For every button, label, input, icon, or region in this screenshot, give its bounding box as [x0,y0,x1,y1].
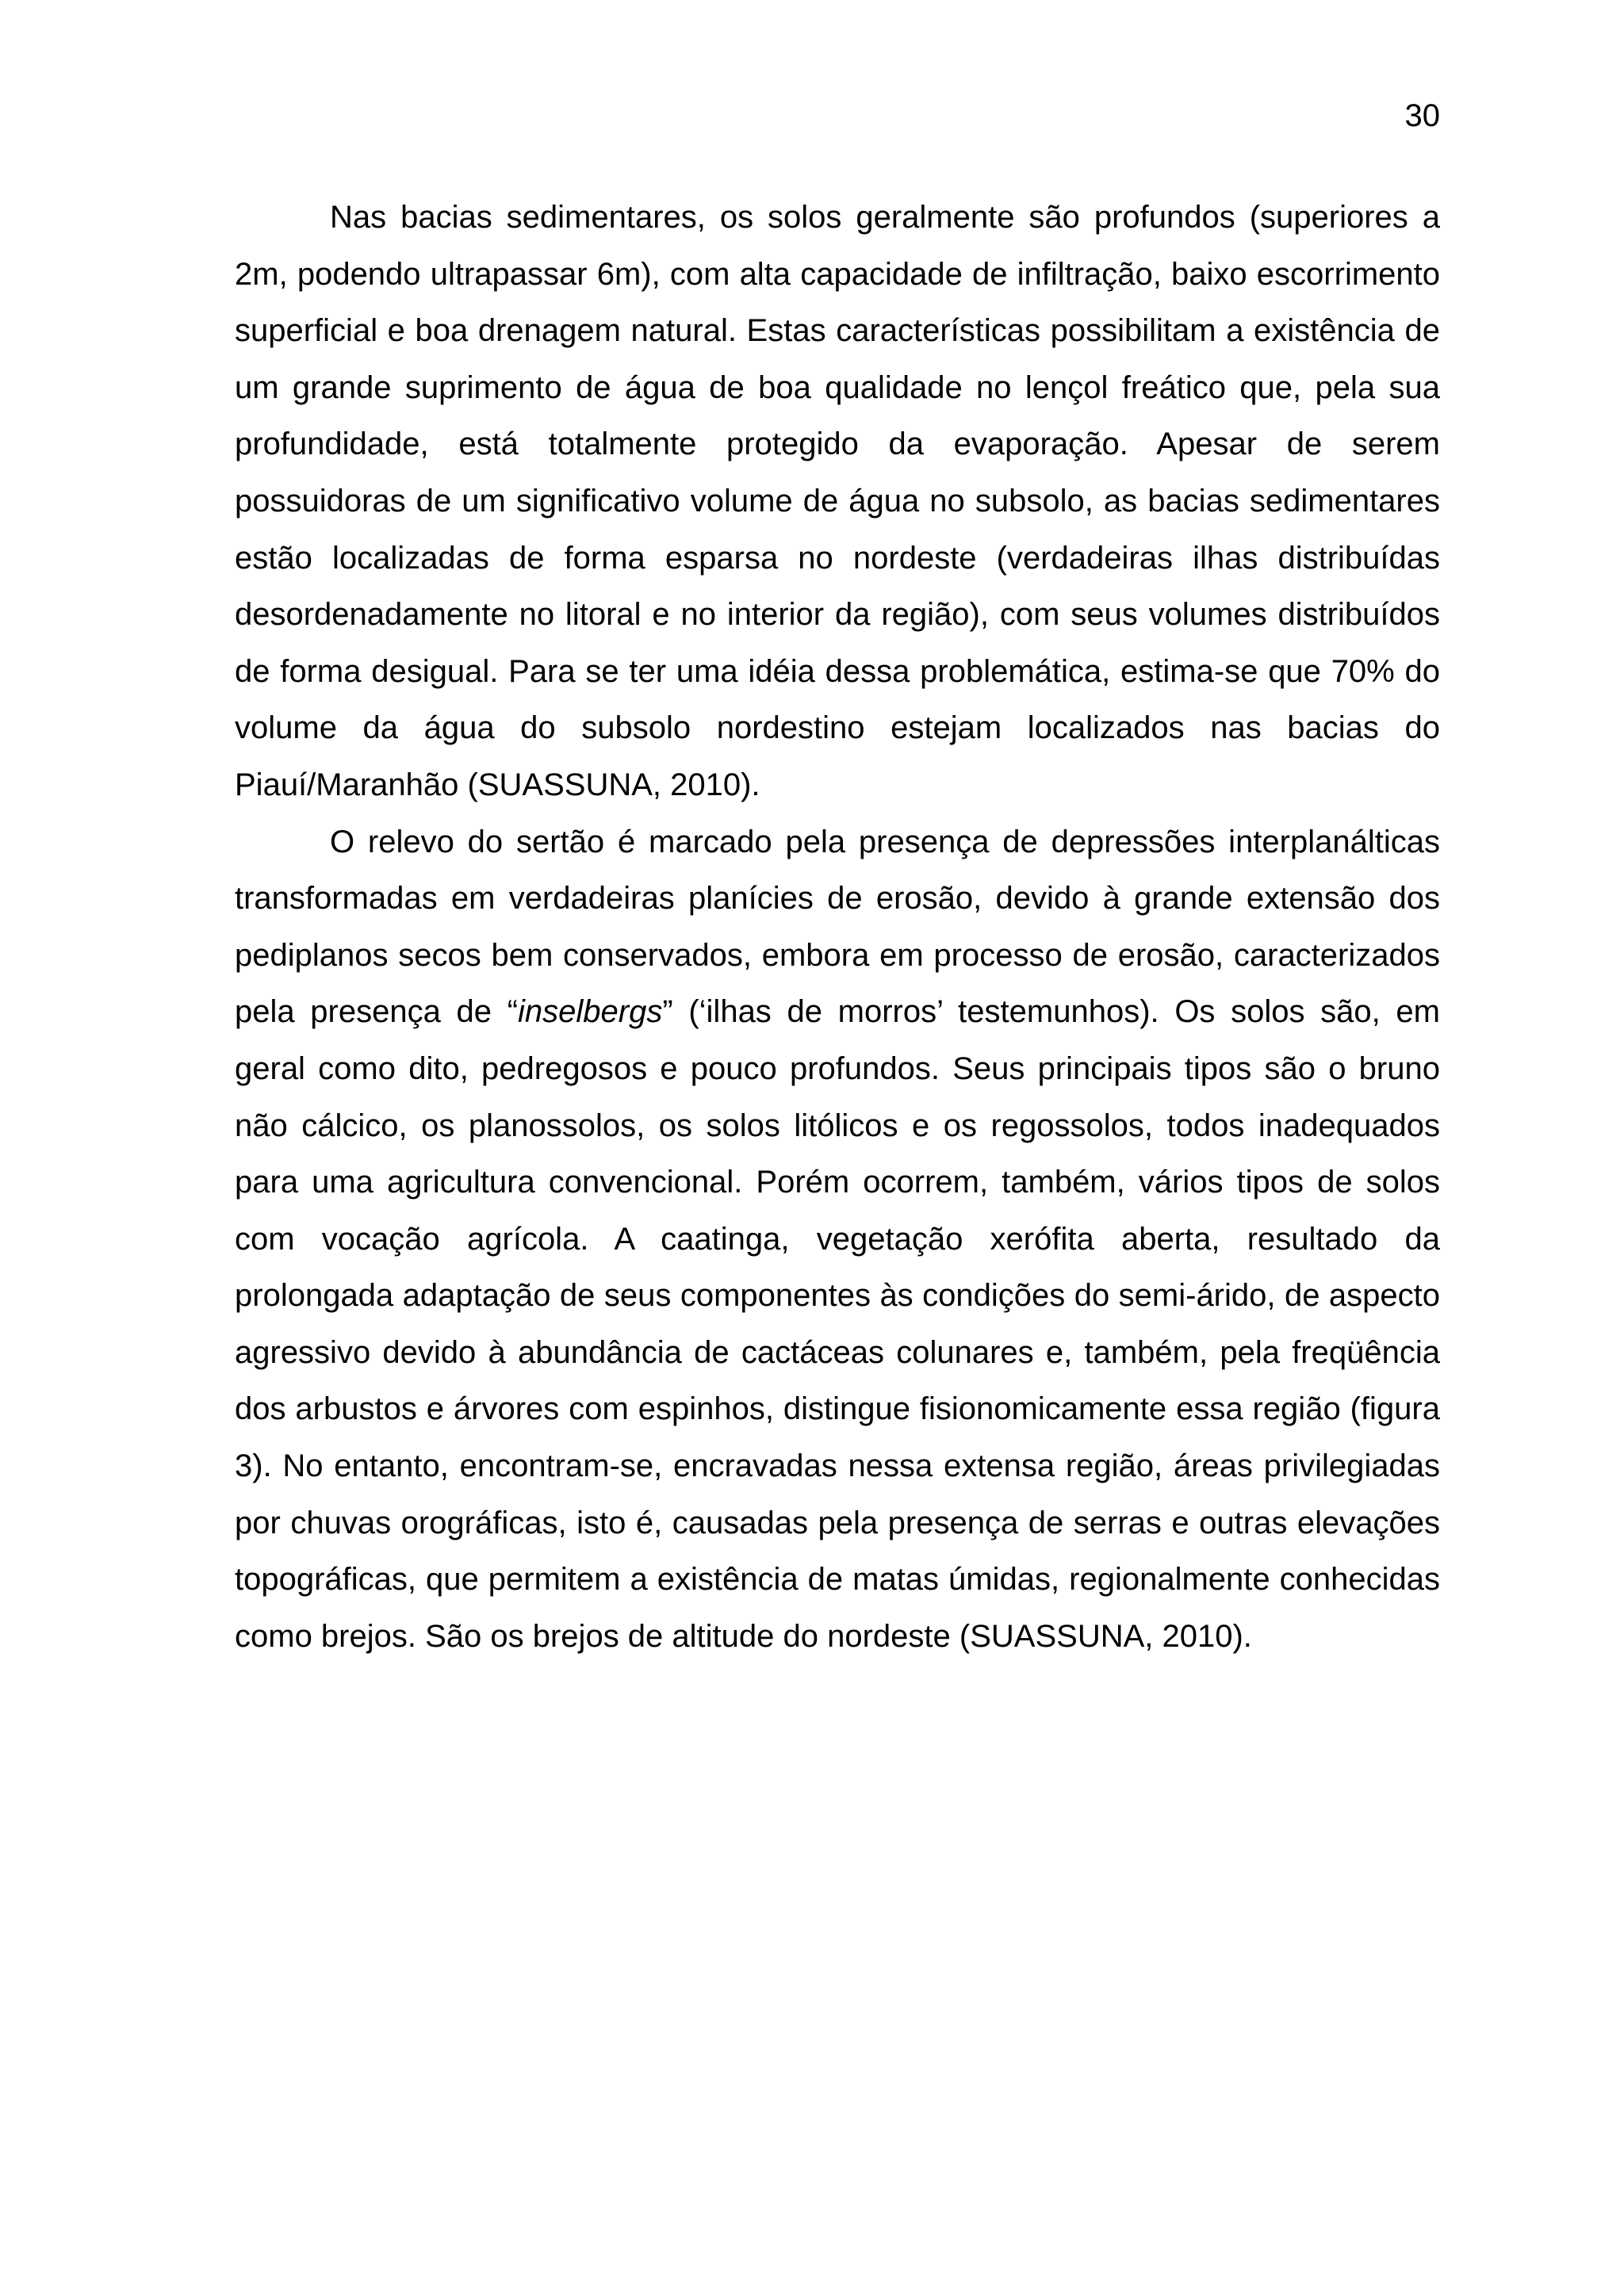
paragraph-text-before-italic: O relevo do sertão é marcado pela presença de depressões interplanálticas transformadas em verdadeiras planícies de erosão, devido à grande extensão dos pediplanos secos bem conservados, embora em processo de erosão, caracterizados pela presença de “ [235,824,1440,1030]
page-number: 30 [1404,98,1440,133]
paragraph-sedimentary-basins: Nas bacias sedimentares, os solos geralmente são profundos (superiores a 2m, podendo ultrapassar 6m), com alta capacidade de infiltração, baixo escorrimento superficial e boa drenagem natural. Estas características possibilitam a existência de um grande suprimento de água de boa qualidade no lençol freático que, pela sua profundidade, está totalmente protegido da evaporação. Apesar de serem possuidoras de um significativo volume de água no subsolo, as bacias sedimentares estão localizadas de forma esparsa no nordeste (verdadeiras ilhas distribuídas desordenadamente no litoral e no interior da região), com seus volumes distribuídos de forma desigual. Para se ter uma idéia dessa problemática, estima-se que 70% do volume da água do subsolo nordestino estejam localizados nas bacias do Piauí/Maranhão (SUASSUNA, 2010). [235,200,1440,802]
paragraph-sertao-relief [235,814,1440,1666]
body-text [235,189,1440,1665]
italic-term-inselbergs: inselbergs [518,994,663,1030]
paragraph-text-after-italic: ” (‘ilhas de morros’ testemunhos). Os solos são, em geral como dito, pedregosos e pouco profundos. Seus principais tipos são o bruno não cálcico, os planossolos, os solos litólicos e os regossolos, todos inadequados para uma agricultura convencional. Porém ocorrem, também, vários tipos de solos com vocação agrícola. A caatinga, vegetação xerófita aberta, resultado da prolongada adaptação de seus componentes às condições do semi-árido, de aspecto agressivo devido à abundância de cactáceas colunares e, também, pela freqüência dos arbustos e árvores com espinhos, distingue fisionomicamente essa região (figura 3). No entanto, encontram-se, encravadas nessa extensa região, áreas privilegiadas por chuvas orográficas, isto é, causadas pela presença de serras e outras elevações topográficas, que permitem a existência de matas úmidas, regionalmente conhecidas como brejos. São os brejos de altitude do nordeste (SUASSUNA, 2010). [235,994,1441,1654]
